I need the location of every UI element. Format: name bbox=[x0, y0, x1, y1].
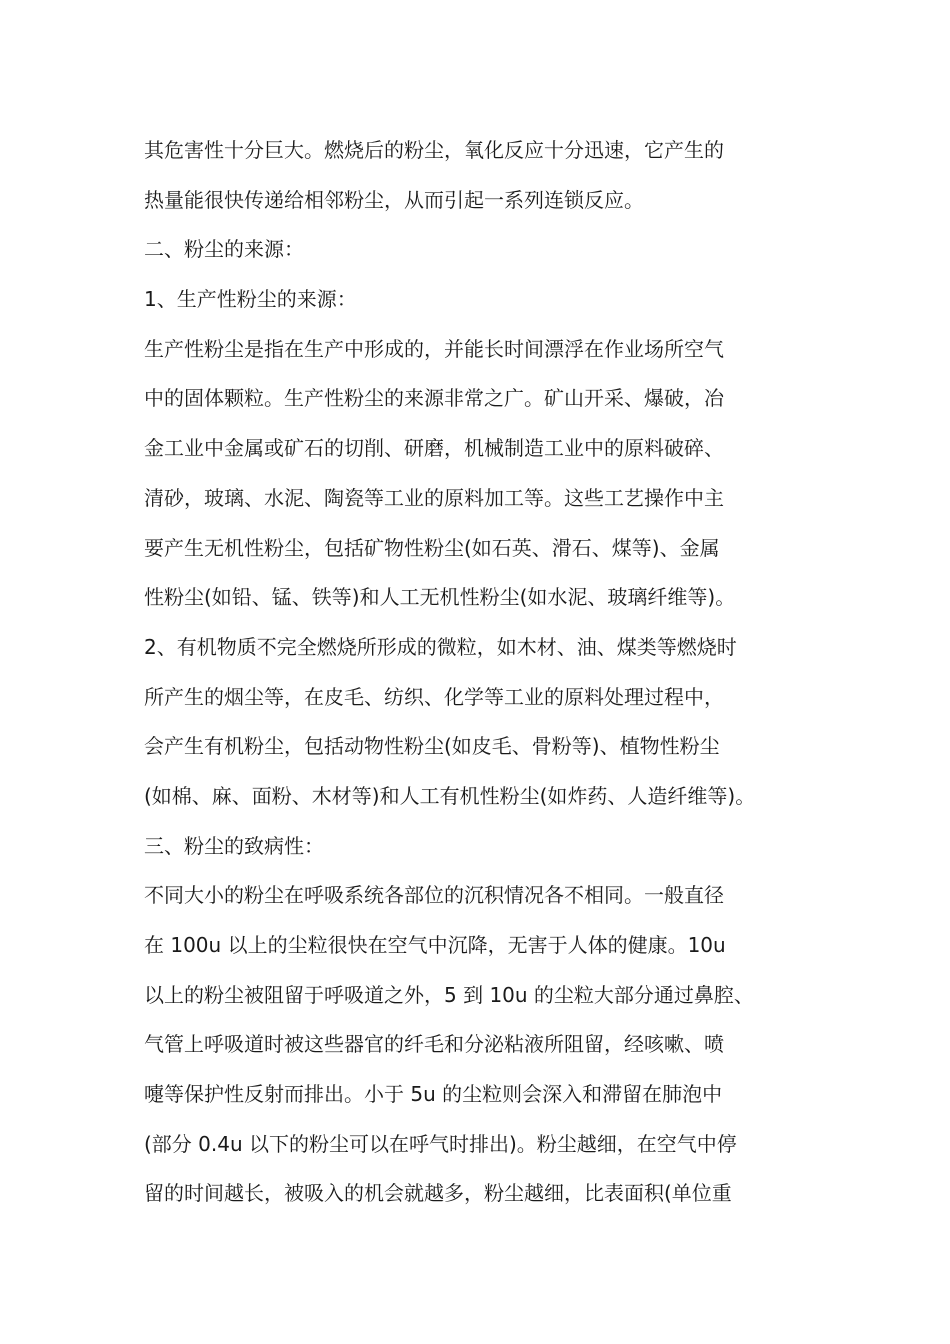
text-line-19: 气管上呼吸道时被这些器官的纤毛和分泌粘液所阻留，经咳嗽、喷 bbox=[144, 1032, 724, 1057]
subsection-heading-production-dust: 1、生产性粉尘的来源： bbox=[144, 287, 357, 312]
section-heading-sources: 二、粉尘的来源： bbox=[144, 237, 304, 262]
text-line-8: 清砂，玻璃、水泥、陶瓷等工业的原料加工等。这些工艺操作中主 bbox=[144, 485, 724, 510]
text-line-2: 热量能很快传递给相邻粉尘，从而引起一系列连锁反应。 bbox=[144, 187, 644, 212]
text-line-7: 金工业中金属或矿石的切削、研磨，机械制造工业中的原料破碎、 bbox=[144, 436, 724, 461]
document-body bbox=[144, 126, 834, 1219]
text-line-9: 要产生无机性粉尘，包括矿物性粉尘(如石英、滑石、煤等)、金属 bbox=[144, 535, 720, 560]
text-line-20: 嚏等保护性反射而排出。小于 5u 的尘粒则会深入和滞留在肺泡中 bbox=[144, 1082, 723, 1107]
text-line-18: 以上的粉尘被阻留于呼吸道之外，5 到 10u 的尘粒大部分通过鼻腔、 bbox=[144, 982, 754, 1007]
text-line-22: 留的时间越长，被吸入的机会就越多，粉尘越细，比表面积(单位重 bbox=[144, 1181, 732, 1206]
text-line-12: 所产生的烟尘等，在皮毛、纺织、化学等工业的原料处理过程中， bbox=[144, 684, 724, 709]
text-line-11: 2、有机物质不完全燃烧所形成的微粒，如木材、油、煤类等燃烧时 bbox=[144, 634, 737, 659]
text-line-17: 在 100u 以上的尘粒很快在空气中沉降，无害于人体的健康。10u bbox=[144, 933, 726, 957]
text-line-1: 其危害性十分巨大。燃烧后的粉尘，氧化反应十分迅速，它产生的 bbox=[144, 138, 724, 162]
text-line-6: 中的固体颗粒。生产性粉尘的来源非常之广。矿山开采、爆破，冶 bbox=[144, 386, 724, 411]
section-heading-pathogenicity: 三、粉尘的致病性： bbox=[144, 833, 324, 858]
text-line-16: 不同大小的粉尘在呼吸系统各部位的沉积情况各不相同。一般直径 bbox=[144, 883, 724, 908]
text-line-13: 会产生有机粉尘，包括动物性粉尘(如皮毛、骨粉等)、植物性粉尘 bbox=[144, 734, 720, 759]
text-line-5: 生产性粉尘是指在生产中形成的，并能长时间漂浮在作业场所空气 bbox=[144, 336, 724, 361]
text-line-21: (部分 0.4u 以下的粉尘可以在呼气时排出)。粉尘越细，在空气中停 bbox=[144, 1131, 737, 1156]
text-line-10: 性粉尘(如铅、锰、铁等)和人工无机性粉尘(如水泥、玻璃纤维等)。 bbox=[144, 585, 736, 610]
text-line-14: (如棉、麻、面粉、木材等)和人工有机性粉尘(如炸药、人造纤维等)。 bbox=[144, 783, 756, 808]
